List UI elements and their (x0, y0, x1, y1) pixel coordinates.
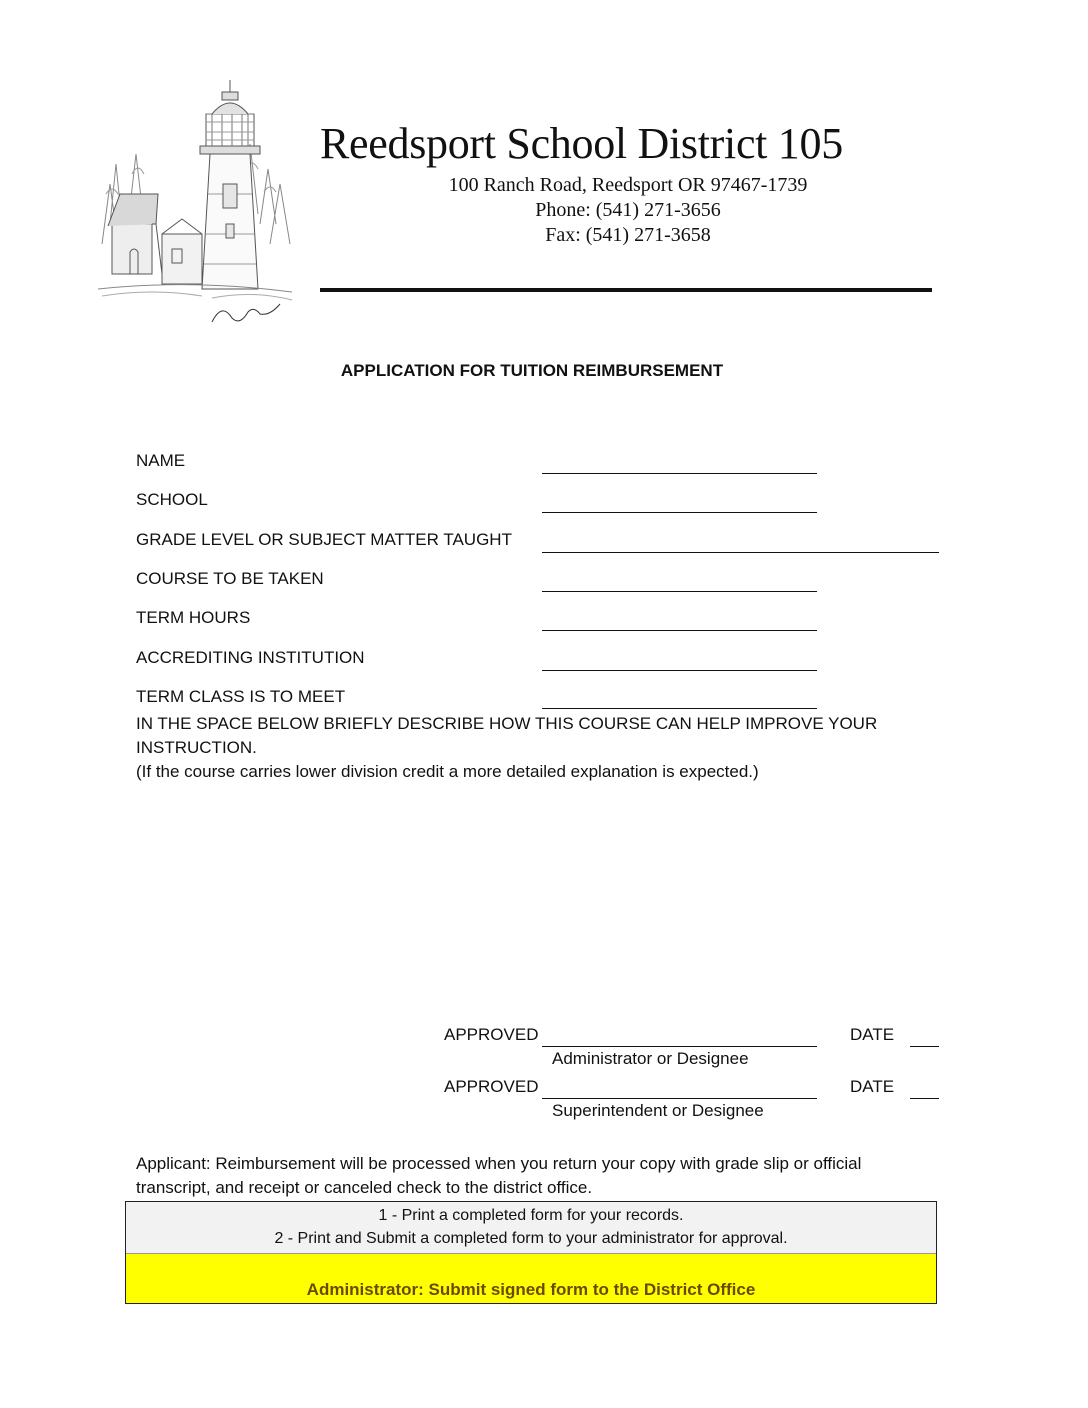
print-step-1: 1 - Print a completed form for your records. (378, 1207, 684, 1224)
form-title: APPLICATION FOR TUITION REIMBURSEMENT (340, 361, 724, 380)
administrator-date-line[interactable] (910, 1046, 939, 1047)
description-area[interactable] (136, 800, 936, 1010)
course-label: COURSE TO BE TAKEN (136, 569, 324, 588)
course-field-line (542, 591, 817, 592)
instructions-line-1: IN THE SPACE BELOW BRIEFLY DESCRIBE HOW THIS COURSE CAN HELP IMPROVE YOUR (136, 714, 878, 733)
accrediting-institution-field-line (542, 670, 817, 671)
print-step-2: 2 - Print and Submit a completed form to your administrator for approval. (274, 1230, 788, 1247)
district-name: Reedsport School District 105 (320, 119, 843, 168)
grade-level-field-line (542, 552, 939, 553)
header-divider (320, 288, 932, 292)
notice-line-2: transcript, and receipt or canceled check to the district office. (136, 1178, 593, 1197)
district-address: 100 Ranch Road, Reedsport OR 97467-1739 (448, 174, 808, 196)
instructions-line-2: INSTRUCTION. (136, 738, 257, 757)
superintendent-date-label: DATE (850, 1077, 895, 1096)
description-instructions (136, 712, 877, 784)
administrator-date-label: DATE (850, 1025, 895, 1044)
administrator-role-label: Administrator or Designee (552, 1049, 749, 1068)
notice-line-1: Applicant: Reimbursement will be processed when you return your copy with grade slip or official (136, 1154, 862, 1173)
instructions-line-3: (If the course carries lower division credit a more detailed explanation is expected.) (136, 762, 759, 781)
administrator-signature-line[interactable] (542, 1046, 817, 1047)
print-steps (126, 1202, 936, 1254)
approved-label-administrator: APPROVED (444, 1025, 539, 1044)
grade-level-label: GRADE LEVEL OR SUBJECT MATTER TAUGHT (136, 530, 512, 549)
superintendent-signature-line[interactable] (542, 1098, 817, 1099)
name-field-line (542, 473, 817, 474)
lighthouse-sketch-icon (92, 74, 298, 336)
school-field-line (542, 512, 817, 513)
name-label: NAME (136, 451, 186, 470)
term-class-field-line (542, 708, 817, 709)
accrediting-institution-label: ACCREDITING INSTITUTION (136, 648, 365, 667)
school-label: SCHOOL (136, 490, 208, 509)
superintendent-role-label: Superintendent or Designee (552, 1101, 764, 1120)
term-hours-field-line (542, 630, 817, 631)
term-hours-label: TERM HOURS (136, 608, 251, 627)
superintendent-date-line[interactable] (910, 1098, 939, 1099)
term-class-label: TERM CLASS IS TO MEET (136, 687, 346, 706)
submission-instructions-box (125, 1201, 937, 1304)
district-fax: Fax: (541) 271-3658 (545, 224, 711, 246)
approved-label-superintendent: APPROVED (444, 1077, 539, 1096)
district-phone: Phone: (541) 271-3656 (535, 199, 721, 221)
administrator-note: Administrator: Submit signed form to the District Office (126, 1254, 936, 1303)
applicant-notice (136, 1152, 861, 1200)
